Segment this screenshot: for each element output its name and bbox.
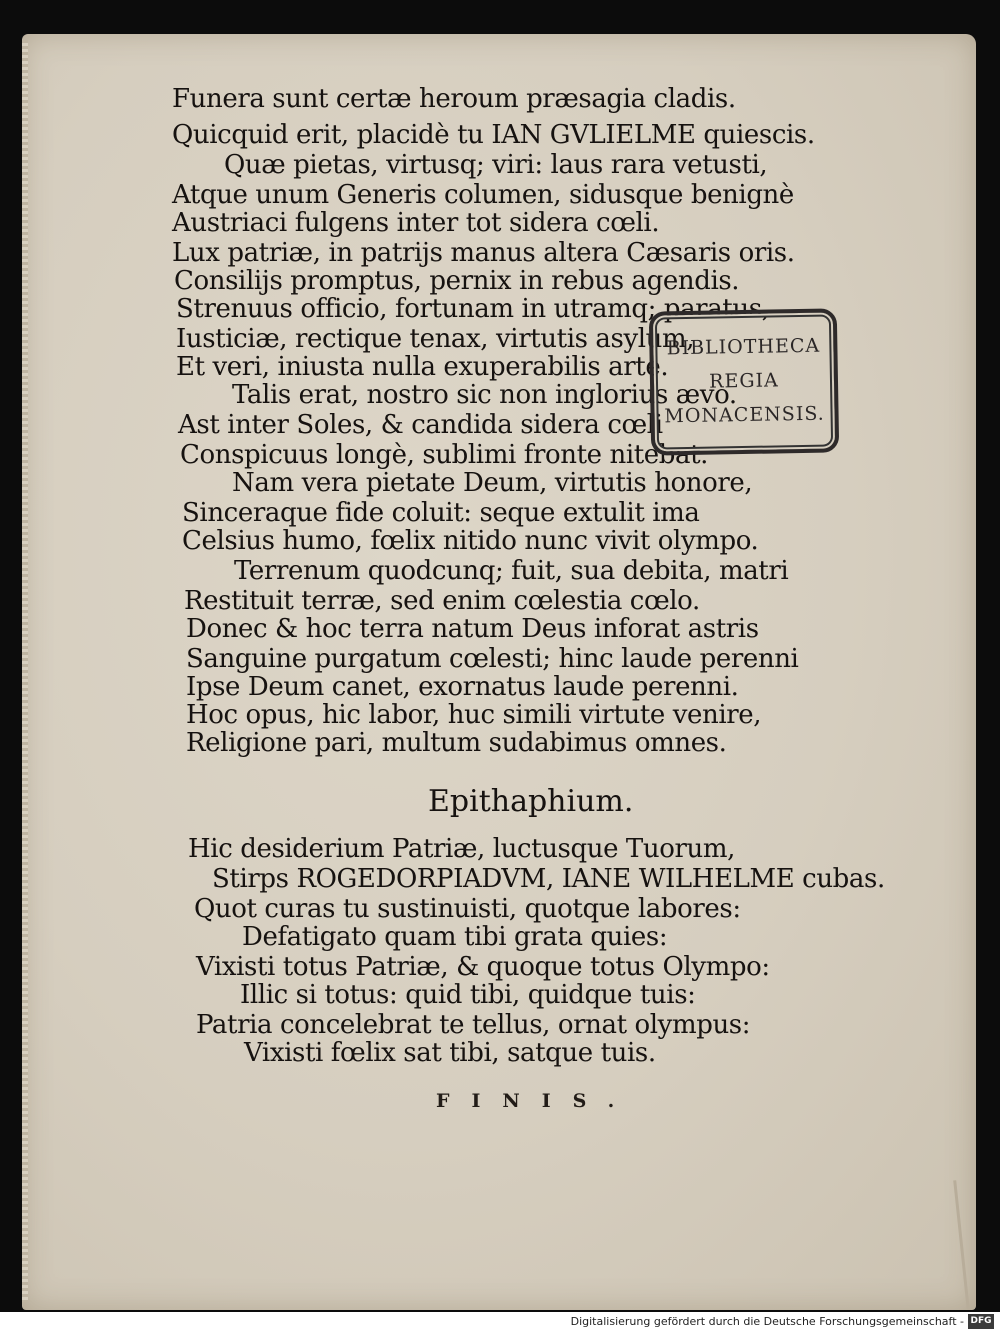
poem-line: Quæ pietas, virtusq; viri: laus rara vetusti, <box>224 150 768 180</box>
poem-line: Lux patriæ, in patrijs manus altera Cæsaris oris. <box>172 238 795 268</box>
digitization-credit: Digitalisierung gefördert durch die Deutsche Forschungsgemeinschaft - <box>570 1315 964 1328</box>
poem-line: Iusticiæ, rectique tenax, virtutis asylum, <box>176 324 695 354</box>
library-stamp <box>649 308 839 455</box>
epitaph-line: Hic desiderium Patriæ, luctusque Tuorum, <box>188 834 735 864</box>
poem-line: Quicquid erit, placidè tu IAN GVLIELME quiescis. <box>172 120 815 150</box>
poem-line: Atque unum Generis columen, sidusque benignè <box>172 180 794 210</box>
stamp-line: REGIA <box>708 369 779 393</box>
dfg-logo: DFG <box>968 1314 994 1329</box>
stamp-line: BIBLIOTHECA <box>666 334 821 360</box>
poem-line: Ast inter Soles, & candida sidera cœli <box>178 410 663 440</box>
epitaph-line: Vixisti totus Patriæ, & quoque totus Olympo: <box>196 952 770 982</box>
epitaph-line: Quot curas tu sustinuisti, quotque labores: <box>194 894 741 924</box>
poem-line: Hoc opus, hic labor, huc simili virtute venire, <box>186 700 762 730</box>
poem-line: Funera sunt certæ heroum præsagia cladis. <box>172 84 736 114</box>
epitaph-line: Vixisti fœlix sat tibi, satque tuis. <box>244 1038 656 1068</box>
poem-line: Nam vera pietate Deum, virtutis honore, <box>232 468 753 498</box>
poem-line: Strenuus officio, fortunam in utramq; paratus, <box>176 294 770 324</box>
poem-line: Sinceraque fide coluit: seque extulit ima <box>182 498 700 528</box>
poem-line: Religione pari, multum sudabimus omnes. <box>186 728 727 758</box>
epitaph-heading: Epithaphium. <box>428 784 634 819</box>
epitaph-line: Defatigato quam tibi grata quies: <box>242 922 668 952</box>
epitaph-line: Patria concelebrat te tellus, ornat olympus: <box>196 1010 751 1040</box>
stamp-line: MONACENSIS. <box>664 402 825 428</box>
finis-mark: FINIS. <box>436 1090 637 1112</box>
poem-line: Conspicuus longè, sublimi fronte nitebat. <box>180 440 709 470</box>
poem-line: Et veri, iniusta nulla exuperabilis arte. <box>176 352 669 382</box>
epitaph-line: Stirps ROGEDORPIADVM, IANE WILHELME cubas. <box>212 864 885 894</box>
poem-line: Restituit terræ, sed enim cœlestia cœlo. <box>184 586 700 616</box>
poem-line: Austriaci fulgens inter tot sidera cœli. <box>172 208 660 238</box>
poem-line: Consilijs promptus, pernix in rebus agendis. <box>174 266 740 296</box>
poem-line: Celsius humo, fœlix nitido nunc vivit olympo. <box>182 526 759 556</box>
poem-line: Sanguine purgatum cœlesti; hinc laude perenni <box>186 644 799 674</box>
poem-line: Talis erat, nostro sic non inglorius ævo. <box>232 380 737 410</box>
poem-line: Donec & hoc terra natum Deus inforat astris <box>186 614 759 644</box>
epitaph-line: Illic si totus: quid tibi, quidque tuis: <box>240 980 696 1010</box>
poem-line: Terrenum quodcunq; fuit, sua debita, matri <box>234 556 789 586</box>
poem-line: Ipse Deum canet, exornatus laude perenni. <box>186 672 739 702</box>
